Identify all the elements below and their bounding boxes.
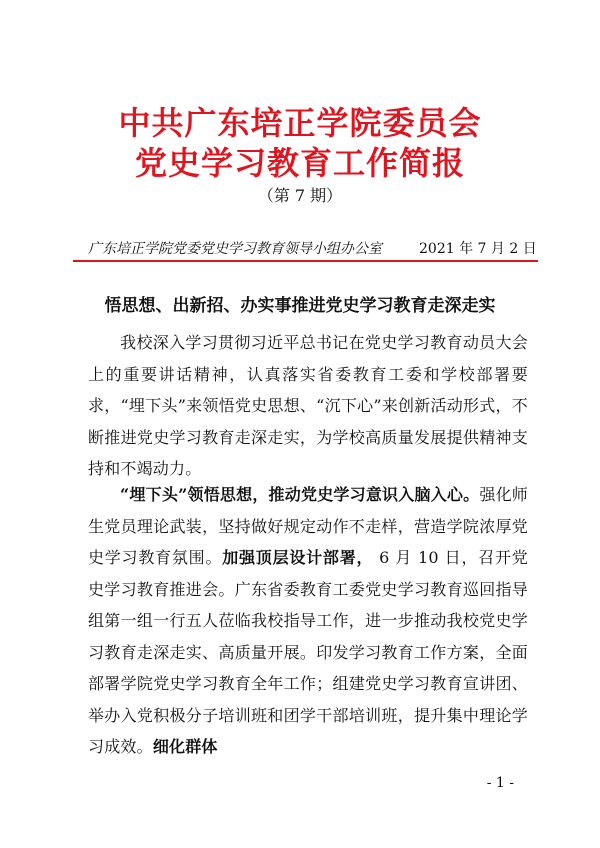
- section1-text-a: 强化师生党员理论武装，坚持做好规定动作不走样，营造学院浓厚党史学习教育氛围。: [88, 485, 528, 567]
- bulletin-title: 党史学习教育工作简报: [134, 144, 465, 182]
- issuing-office: 广东培正学院党委党史学习教育领导小组办公室: [88, 241, 382, 257]
- red-divider-line: [73, 260, 538, 262]
- intro-paragraph: [88, 327, 528, 485]
- section1-text-b: 6 月 10 日，召开党史学习教育推进会。广东省委教育工委党史学习教育巡回指导组第一组一行五人莅临我校指导工作，进一步推动我校党史学习教育走深走实、高质量开展。印发学习教育工作方案，全面部署学院党史学习教育全年工作；组建党史学习教育宣讲团、举办入党积极分子培训班和团学干部培训班，提升集中理论学习成效。: [88, 548, 528, 756]
- intro-text: 我校深入学习贯彻习近平总书记在党史学习教育动员大会上的重要讲话精神，认真落实省委教育工委和学校部署要求，“埋下头”来领悟党史思想、“沉下心”来创新活动形式，不断推进党史学习教育走深走实，为学校高质量发展提供精神支持和不竭动力。: [88, 333, 528, 478]
- page-number: - 1 -: [486, 775, 514, 791]
- issue-number: （第 7 期）: [257, 186, 343, 205]
- section1-trailing-bold: 细化群体: [152, 737, 218, 756]
- org-title: 中共广东培正学院委员会: [118, 104, 482, 142]
- issue-date: 2021 年 7 月 2 日: [419, 241, 537, 257]
- section1-heading: “埋下头”领悟思想，推动党史学习意识入脑入心。: [120, 485, 480, 504]
- article-headline: 悟思想、出新招、办实事推进党史学习教育走深走实: [104, 296, 496, 316]
- section1-paragraph: [88, 479, 528, 763]
- section1-sub-heading: 加强顶层设计部署，: [222, 548, 374, 567]
